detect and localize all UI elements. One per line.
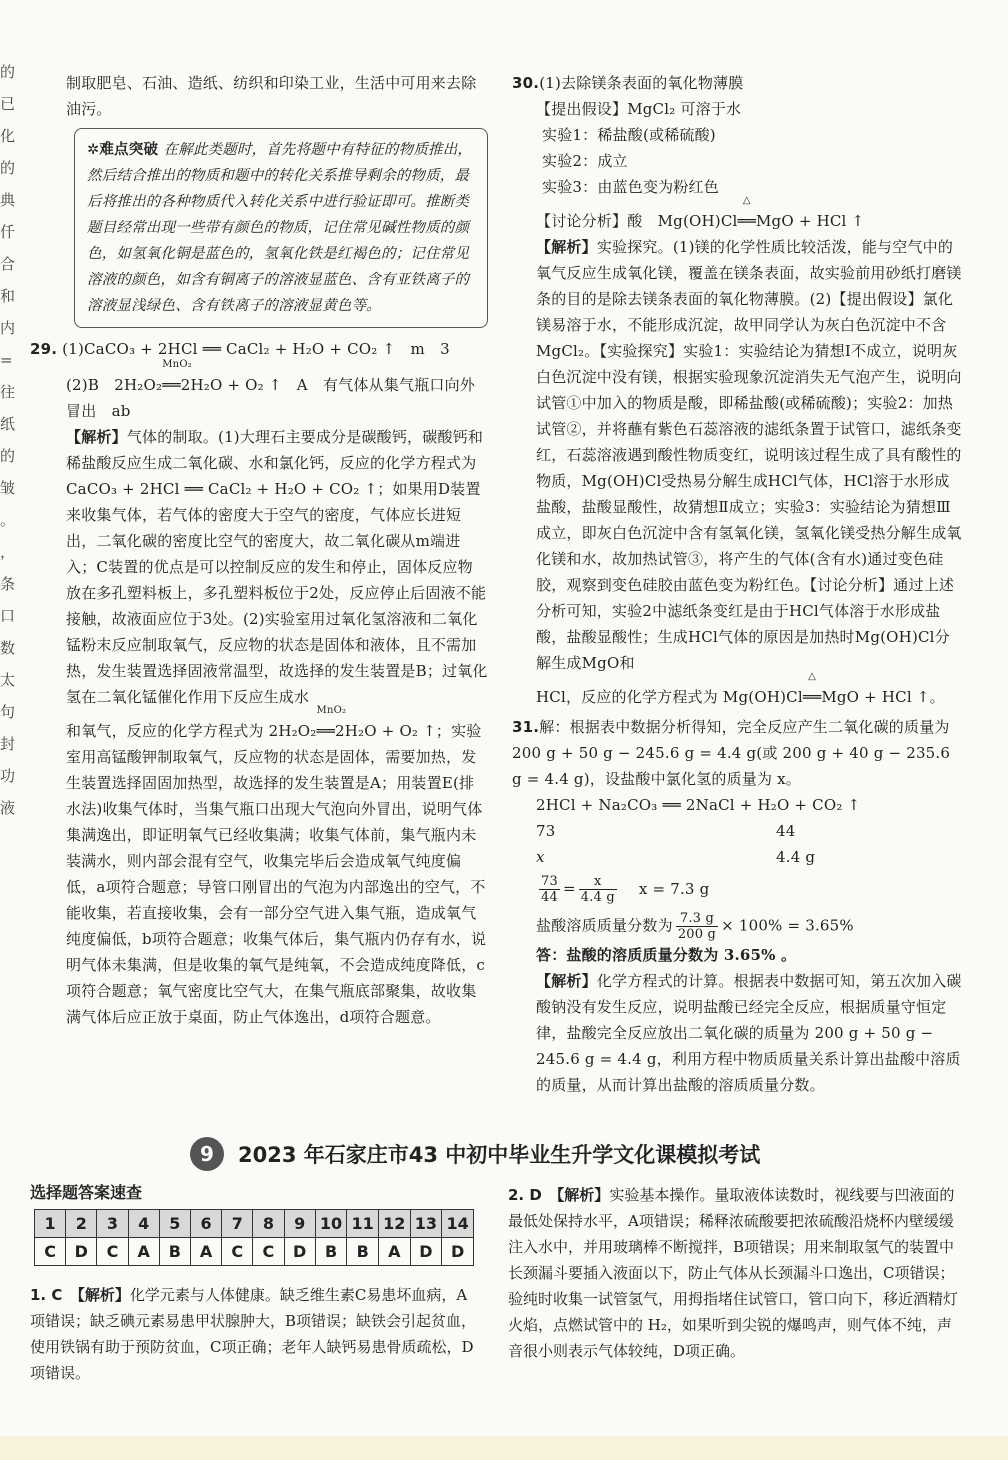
answer-number-cell: 10	[315, 1210, 347, 1238]
margin-char: 口	[0, 607, 16, 625]
margin-char: =	[0, 351, 13, 369]
q2-explanation: 2. D 【解析】实验基本操作。量取液体读数时，视线要与凹液面的最低处保持水平，A项错误；稀释浓硫酸要把浓硫酸沿烧杯内壁缓缓注入水中，并用玻璃棒不断搅拌，B项错误；用来制取氢气的装置中长颈漏斗要插入液面以下，防止气体从长颈漏斗口逸出，C项错误；验纯时收集一试管氢气，用拇指堵住试管口，管口向下，移近酒精灯火焰，点燃试管中的 H₂，如果听到尖锐的爆鸣声，则气体不纯，声音很小则表示气体较纯，D项正确。	[508, 1186, 959, 1360]
reaction-condition: MnO₂ ══	[316, 705, 347, 740]
answer-number-cell: 5	[159, 1210, 190, 1238]
tip-text: 在解此类题时，首先将题中有特征的物质推出，然后结合推出的物质和题中的转化关系推导剩余的物质，最后将推出的各种物质代入转化关系中进行验证即可。推断类题目经常出现一些带有颜色的物质，记住常见碱性物质的颜色，如氢氧化铜是蓝色的，氢氧化铁是红褐色的；记住常见溶液的颜色，如含有铜离子的溶液显蓝色、含有亚铁离子的溶液显浅绿色、含有铁离子的溶液显黄色等。	[87, 142, 473, 314]
margin-char: 液	[0, 799, 16, 817]
answer-number-cell: 14	[442, 1210, 474, 1238]
answer-number-cell: 13	[410, 1210, 442, 1238]
margin-char: 已	[0, 95, 16, 113]
intro-text: 制取肥皂、石油、造纸、纺织和印染工业，生活中可用来去除油污。	[66, 74, 477, 118]
q30-exp3: 实验3：由蓝色变为粉红色	[542, 178, 719, 196]
q30-exp1: 实验1：稀盐酸(或稀硫酸)	[542, 126, 716, 144]
q31-analysis: 【解析】化学方程式的计算。根据表中数据可知，第五次加入碳酸钠没有发生反应，说明盐酸已经完全反应，根据质量守恒定律，盐酸完全反应放出二氧化碳的质量为 200 g + 50 g − 245.6 g = 4.4 g，利用方程中物质质量关系计算出盐酸中溶质的质量，从而计算出盐酸的溶质质量分数。	[536, 972, 962, 1094]
tip-title: ✲难点突破	[87, 142, 159, 158]
section-number-badge: 9	[190, 1137, 224, 1171]
answer-number-cell: 9	[284, 1210, 315, 1238]
answer-letter-cell: C	[222, 1238, 253, 1266]
q31-proportion: $\frac{73}{44}$ = $\frac{x}{4.4 g}$ x = 7.3 g	[541, 874, 710, 905]
q31-concentration: 盐酸溶质质量分数为 $\frac{7.3 g}{200 g}$ × 100% = 3.65%	[536, 911, 854, 942]
q31-solution: 31.解：根据表中数据分析得知，完全反应产生二氧化碳的质量为 200 g + 50 g − 245.6 g = 4.4 g(或 200 g + 40 g − 235.6 g = 4.4 g)，设盐酸中氯化氢的质量为 x。	[512, 718, 951, 788]
answer-letter-cell: D	[442, 1238, 474, 1266]
margin-char: 和	[0, 287, 16, 305]
margin-char: 功	[0, 767, 16, 785]
answer-letter-cell: C	[35, 1238, 66, 1266]
answer-number-cell: 12	[379, 1210, 411, 1238]
q29-analysis-cont: 和氧气，反应的化学方程式为 2H₂O₂ MnO₂ ══2H₂O + O₂ ↑；实验室用高锰酸钾制取氧气，反应物的状态是固体，需要加热，发生装置选择固固加热型，故选择的发生装置是A；用装置E(排水法)收集气体时，当集气瓶口出现大气泡向外冒出，说明气体集满逸出，即证明氧气已经收集满；收集气体前，集气瓶内未装满水，则内部会混有空气，收集完毕后会造成氧气纯度偏低，a项符合题意；导管口刚冒出的气泡为内部逸出的空气，不能收集，若直接收集，会有一部分空气进入集气瓶，造成氧气纯度偏低，b项符合题意；收集气体后，集气瓶内仍存有水，说明气体未集满，但是收集的氧气是纯氧，不会造成纯度降低，c项符合题意；氧气密度比空气大，在集气瓶底部聚集，故收集满气体后应正放于桌面，防止气体逸出，d项符合题意。	[66, 705, 487, 1026]
answer-letter-cell: A	[379, 1238, 411, 1266]
answer-number-cell: 6	[190, 1210, 221, 1238]
question-number-row	[35, 1210, 474, 1238]
answer-key-table	[34, 1209, 474, 1266]
margin-char: 往	[0, 383, 16, 401]
answer-letter-cell: D	[284, 1238, 315, 1266]
fraction: $\frac{7.3 g}{200 g}$	[677, 911, 717, 942]
q30-hypothesis: 【提出假设】MgCl₂ 可溶于水	[536, 100, 742, 118]
margin-char: 条	[0, 575, 16, 593]
answer-key-heading: 选择题答案速查	[30, 1183, 143, 1202]
q31-equation: 2HCl + Na₂CO₃ ══ 2NaCl + H₂O + CO₂ ↑	[536, 796, 861, 814]
section-title	[190, 1134, 830, 1174]
answer-number-cell: 1	[35, 1210, 66, 1238]
margin-char: ，	[0, 543, 16, 561]
margin-char: 封	[0, 735, 16, 753]
answer-number-cell: 11	[347, 1210, 379, 1238]
q29-answer-2: (2)B 2H₂O₂ MnO₂ ══2H₂O + O₂ ↑ A 有气体从集气瓶口向外冒出 ab	[66, 359, 476, 420]
answer-letter-cell: C	[253, 1238, 284, 1266]
answer-letter-cell: A	[190, 1238, 221, 1266]
q30-discussion: 【讨论分析】酸 Mg(OH)Cl △ ══MgO + HCl ↑	[512, 208, 964, 234]
fraction: $\frac{x}{4.4 g}$	[580, 874, 615, 905]
answer-letter-cell: D	[410, 1238, 442, 1266]
fraction: $\frac{73}{44}$	[541, 874, 558, 905]
left-margin-fragments	[0, 60, 16, 1240]
margin-char: 化	[0, 127, 16, 145]
answer-number-cell: 3	[97, 1210, 128, 1238]
margin-char: 合	[0, 255, 16, 273]
heat-condition: △ ══	[737, 195, 756, 230]
difficulty-tip-box	[74, 128, 488, 328]
right-column	[512, 70, 964, 1098]
answer-letter-cell: C	[97, 1238, 128, 1266]
margin-char: 仟	[0, 223, 16, 241]
answer-number-cell: 4	[128, 1210, 159, 1238]
margin-char: 的	[0, 159, 16, 177]
answer-letter-row	[35, 1238, 474, 1266]
left-column	[30, 70, 488, 1030]
margin-char: 。	[0, 511, 16, 529]
gear-icon: ✲	[87, 142, 100, 158]
answer-number-cell: 2	[66, 1210, 97, 1238]
answer-number-cell: 8	[253, 1210, 284, 1238]
q29-analysis: 【解析】气体的制取。(1)大理石主要成分是碳酸钙，碳酸钙和稀盐酸反应生成二氧化碳、水和氯化钙，反应的化学方程式为 CaCO₃ + 2HCl ══ CaCl₂ + H₂O + CO₂ ↑；如果用D装置来收集气体，若气体的密度大于空气的密度，气体应长进短出，二氧化碳的密度比空气的密度大，故二氧化碳从m端进入；C装置的优点是可以控制反应的发生和停止，固体反应物放在多孔塑料板上，多孔塑料板位于2处，反应停止后固液不能接触，故液面应位于3处。(2)实验室用过氧化氢溶液和二氧化锰粉末反应制取氧气，反应物的状态是固体和液体，且不需加热，发生装置选择固液常温型，故选择的发生装置是B；过氧化氢在二氧化锰催化作用下反应生成水	[66, 428, 488, 706]
answer-number-cell: 7	[222, 1210, 253, 1238]
q30-analysis: 【解析】实验探究。(1)镁的化学性质比较活泼，能与空气中的氧气反应生成氧化镁，覆盖在镁条表面，故实验前用砂纸打磨镁条的目的是除去镁条表面的氧化物薄膜。(2)【提出假设】氯化镁易溶于水，不能形成沉淀，故甲同学认为灰白色沉淀中不含MgCl₂。【实验探究】实验1：实验结论为猜想Ⅰ不成立，说明灰白色沉淀中没有镁，根据实验现象沉淀消失无气泡产生，说明向试管①中加入的物质是酸，即稀盐酸(或稀硫酸)；实验2：加热试管②，并将蘸有紫色石蕊溶液的滤纸条置于试管口，滤纸条变红，石蕊溶液遇到酸性物质变红，说明该过程生成了具有酸性的物质，Mg(OH)Cl受热易分解生成HCl气体，HCl溶于水形成盐酸，盐酸显酸性，故猜想Ⅱ成立；实验3：实验结论为猜想Ⅲ成立，即灰白色沉淀中含有氢氧化镁，氢氧化镁受热分解生成氧化镁和水，故加热试管③，将产生的气体(含有水)通过变色硅胶，观察到变色硅胶由蓝色变为粉红色。【讨论分析】通过上述分析可知，实验2中滤纸条变红是由于HCl气体溶于水形成盐酸，盐酸显酸性；生成HCl气体的原因是加热时Mg(OH)Cl分解生成MgO和	[536, 238, 962, 672]
margin-char: 的	[0, 447, 16, 465]
exam-title: 2023 年石家庄市43 中初中毕业生升学文化课模拟考试	[238, 1143, 761, 1167]
q31-answer: 答：盐酸的溶质质量分数为 3.65% 。	[536, 946, 797, 964]
margin-char: 太	[0, 671, 16, 689]
answer-letter-cell: A	[128, 1238, 159, 1266]
reaction-condition: MnO₂ ══	[162, 359, 192, 394]
q31-mass-row-2: x 4.4 g	[536, 848, 816, 866]
margin-char: 句	[0, 703, 16, 721]
answer-letter-cell: D	[66, 1238, 97, 1266]
answer-letter-cell: B	[159, 1238, 190, 1266]
q30-answer-1: 30.(1)去除镁条表面的氧化物薄膜	[512, 74, 744, 92]
page-bottom-band	[0, 1436, 1008, 1460]
q29-answer-1: 29. (1)CaCO₃ + 2HCl ══ CaCl₂ + H₂O + CO₂ ↑ m 3	[30, 340, 450, 358]
q31-mass-row-1: 73 44	[536, 822, 796, 840]
margin-char: 典	[0, 191, 16, 209]
margin-char: 皱	[0, 479, 16, 497]
margin-char: 内	[0, 319, 16, 337]
margin-char: 的	[0, 63, 16, 81]
answer-key-block	[30, 1180, 478, 1266]
margin-char: 纸	[0, 415, 16, 433]
q1-explanation: 1. C 【解析】化学元素与人体健康。缺乏维生素C易患坏血病，A项错误；缺乏碘元素易患甲状腺肿大，B项错误；缺铁会引起贫血，使用铁锅有助于预防贫血，C项正确；老年人缺钙易患骨质疏松，D项错误。	[30, 1286, 477, 1382]
answer-letter-cell: B	[347, 1238, 379, 1266]
heat-condition: △ ══	[802, 671, 822, 706]
q30-analysis-cont: HCl，反应的化学方程式为 Mg(OH)Cl △ ══MgO + HCl ↑。	[512, 684, 964, 710]
q30-exp2: 实验2：成立	[542, 152, 628, 170]
margin-char: 数	[0, 639, 16, 657]
answer-letter-cell: B	[315, 1238, 347, 1266]
